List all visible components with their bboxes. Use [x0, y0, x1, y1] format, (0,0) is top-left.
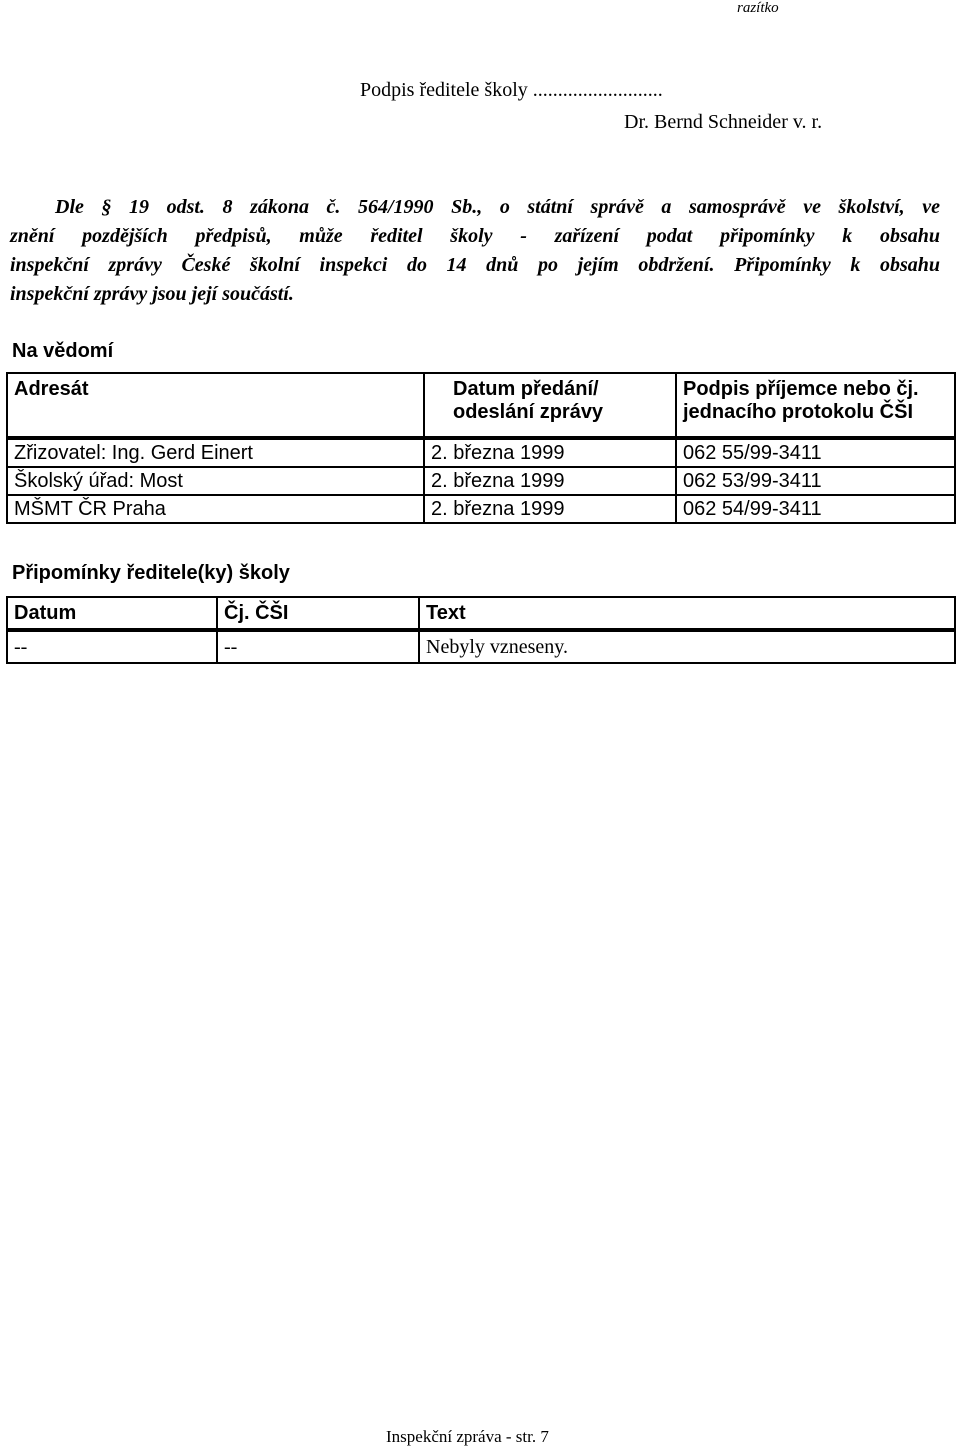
header-signature-line-1: Podpis příjemce nebo čj. — [683, 378, 919, 400]
header-signature-line-2: jednacího protokolu ČŠI — [683, 401, 914, 423]
header-date: Datum — [7, 597, 217, 630]
table-row — [7, 467, 955, 495]
comments-title: Připomínky ředitele(ky) školy — [12, 562, 290, 584]
table-row — [7, 438, 955, 467]
distribution-title: Na vědomí — [12, 340, 114, 362]
ref-cell: -- — [217, 630, 419, 663]
header-recipient: Adresát — [7, 373, 424, 438]
page-footer: Inspekční zpráva - str. 7 — [386, 1427, 549, 1446]
recipient-cell: Zřizovatel: Ing. Gerd Einert — [7, 438, 424, 467]
header-text: Text — [419, 597, 955, 630]
ref-cell: 062 55/99-3411 — [676, 438, 955, 467]
date-cell: -- — [7, 630, 217, 663]
table-row — [7, 630, 955, 663]
distribution-table — [6, 372, 956, 524]
header-date-line-1: Datum předání/ — [453, 378, 599, 400]
recipient-cell: Školský úřad: Most — [7, 467, 424, 495]
comments-header-row — [7, 597, 955, 630]
header-ref: Čj. ČŠI — [217, 597, 419, 630]
director-signature-line: Podpis ředitele školy .......................... — [360, 79, 663, 101]
date-cell: 2. března 1999 — [424, 438, 676, 467]
text-cell: Nebyly vzneseny. — [419, 630, 955, 663]
notice-paragraph — [10, 193, 940, 309]
distribution-header-row — [7, 373, 955, 438]
ref-cell: 062 53/99-3411 — [676, 467, 955, 495]
comments-table — [6, 596, 956, 664]
table-row — [7, 495, 955, 523]
ref-cell: 062 54/99-3411 — [676, 495, 955, 523]
recipient-cell: MŠMT ČR Praha — [7, 495, 424, 523]
director-name: Dr. Bernd Schneider v. r. — [624, 111, 823, 133]
notice-line-3: inspekční zprávy České školní inspekci do 14 dnů po jejím obdržení. Připomínky k obsahu — [10, 254, 940, 276]
notice-line-4: inspekční zprávy jsou její součástí. — [10, 283, 294, 305]
notice-line-2: znění pozdějších předpisů, může ředitel školy - zařízení podat připomínky k obsahu — [10, 225, 940, 247]
date-cell: 2. března 1999 — [424, 495, 676, 523]
date-cell: 2. března 1999 — [424, 467, 676, 495]
header-date — [424, 373, 676, 438]
header-date-line-2: odeslání zprávy — [453, 401, 604, 423]
header-signature — [676, 373, 955, 438]
stamp-label: razítko — [737, 0, 779, 16]
notice-line-1: Dle § 19 odst. 8 zákona č. 564/1990 Sb., o státní správě a samosprávě ve školství, ve — [55, 196, 940, 218]
